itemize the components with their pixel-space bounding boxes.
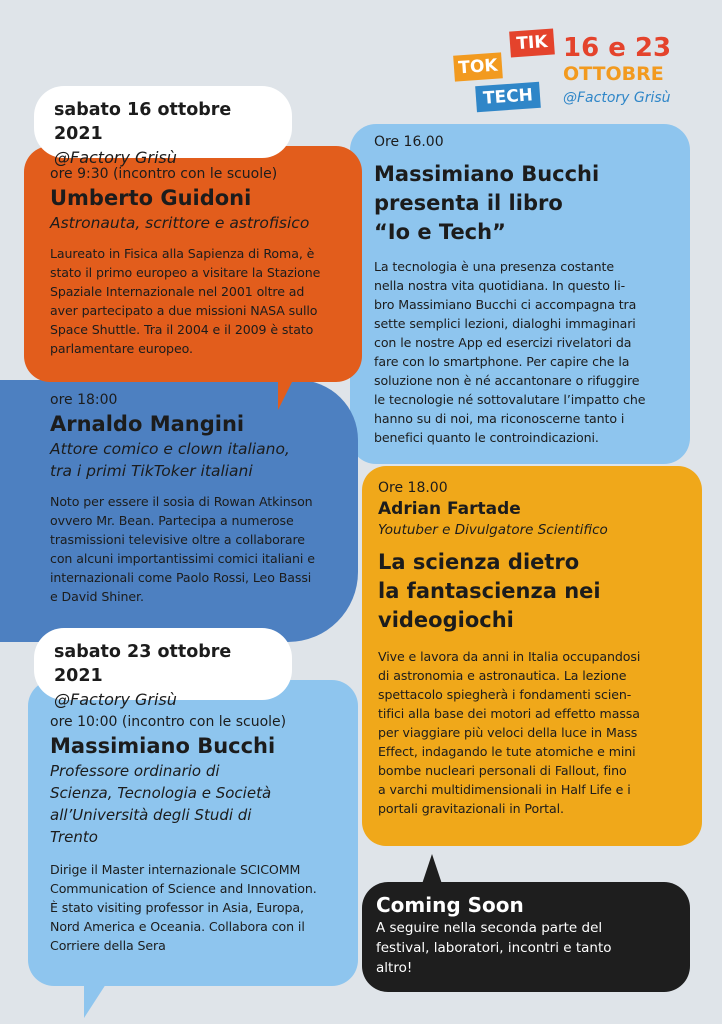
day2-venue: @Factory Grisù (54, 690, 177, 709)
day2-date-bubble (34, 628, 292, 709)
book-title-line: “Io e Tech” (374, 220, 506, 244)
coming-soon-tail (422, 854, 442, 884)
day1-date: sabato 16 ottobre 2021 (54, 100, 232, 144)
logo-venue: @Factory Grisù (563, 90, 671, 106)
mangini-bubble (0, 380, 358, 642)
bucchi-prof-description: Dirige il Master internazionale SCICOMM Communication of Science and Innovation. È stato visiting professor in Asia, Europa, Nord America e Oceania. Collabora con il Corriere della Sera (50, 862, 317, 953)
book-title-line: Massimiano Bucchi (374, 162, 600, 186)
coming-soon-title: Coming Soon (376, 893, 524, 917)
book-description: La tecnologia è una presenza costante nella nostra vita quotidiana. In questo li- bro Massimiano Bucchi ci accompagna tra sette semplici lezioni, dialoghi immaginari con le nostre App ed esercizi rivelatori da fare con lo smartphone. Per capire che la soluzione non è né accantonare o rifuggire le tecnologie né sottovalutare l’impatto che hanno su di noi, ma riconoscerne tanto i benefici quanto le controindicazioni. (374, 259, 646, 445)
logo-month: OTTOBRE (563, 63, 664, 85)
fartade-description: Vive e lavora da anni in Italia occupandosi di astronomia e astronautica. La lezione spettacolo spiegherà i fondamenti scien- tifici alla base dei motori ad effetto massa per viaggiare più veloci della luce in Mass Effect, indagando le tute atomiche e mini bombe nucleari personali di Fallout, fino a varchi multidimensionali in Half Life e i portali gravitazionali in Portal. (378, 649, 641, 816)
book-title-line: presenta il libro (374, 191, 563, 215)
guidoni-bubble (24, 146, 362, 382)
bucchi-prof-role: Professore ordinario di Scienza, Tecnologia e Società all’Università degli Studi di Trento (50, 762, 272, 846)
fartade-time: Ore 18.00 (378, 480, 448, 496)
mangini-time: ore 18:00 (50, 392, 118, 408)
day2-date: sabato 23 ottobre 2021 (54, 642, 232, 686)
fartade-bubble (362, 466, 702, 846)
coming-soon-bubble (362, 882, 690, 992)
fartade-title-line: la fantascienza nei (378, 579, 601, 603)
bucchi-prof-time: ore 10:00 (incontro con le scuole) (50, 714, 287, 730)
logo-tile-tok: TOK (453, 52, 503, 81)
bucchi-prof-name: Massimiano Bucchi (50, 734, 276, 758)
book-time: Ore 16.00 (374, 134, 444, 150)
fartade-name: Adrian Fartade (378, 499, 521, 519)
mangini-description: Noto per essere il sosia di Rowan Atkinson ovvero Mr. Bean. Partecipa a numerose trasmissioni televisive oltre a collaborare con alcuni importantissimi comici italiani e internazionali come Paolo Rossi, Leo Bassi e David Shiner. (50, 494, 315, 604)
guidoni-name: Umberto Guidoni (50, 186, 252, 210)
guidoni-role: Astronauta, scrittore e astrofisico (50, 214, 310, 232)
day1-venue: @Factory Grisù (54, 148, 177, 167)
day1-date-bubble (34, 86, 292, 167)
logo-tile-tik: TIK (509, 28, 555, 57)
bucchi-prof-tail (84, 984, 106, 1018)
fartade-title-line: La scienza dietro (378, 550, 580, 574)
guidoni-description: Laureato in Fisica alla Sapienza di Roma, è stato il primo europeo a visitare la Stazione Spaziale Internazionale nel 2001 oltre ad aver partecipato a due missioni NASA sullo Space Shuttle. Tra il 2004 e il 2009 è stato parlamentare europeo. (50, 246, 321, 356)
guidoni-tail (278, 378, 294, 410)
book-presentation-bubble (350, 124, 690, 464)
fartade-role: Youtuber e Divulgatore Scientifico (378, 522, 608, 538)
coming-soon-description: A seguire nella seconda parte del festival, laboratori, incontri e tanto altro! (376, 920, 612, 976)
fartade-title-line: videogiochi (378, 608, 514, 632)
mangini-role: Attore comico e clown italiano, tra i primi TikToker italiani (50, 440, 290, 480)
guidoni-time: ore 9:30 (incontro con le scuole) (50, 166, 278, 182)
bucchi-prof-bubble (28, 680, 358, 986)
mangini-name: Arnaldo Mangini (50, 412, 245, 436)
logo-tile-tech: TECH (475, 82, 541, 112)
logo-dates: 16 e 23 (563, 33, 672, 63)
